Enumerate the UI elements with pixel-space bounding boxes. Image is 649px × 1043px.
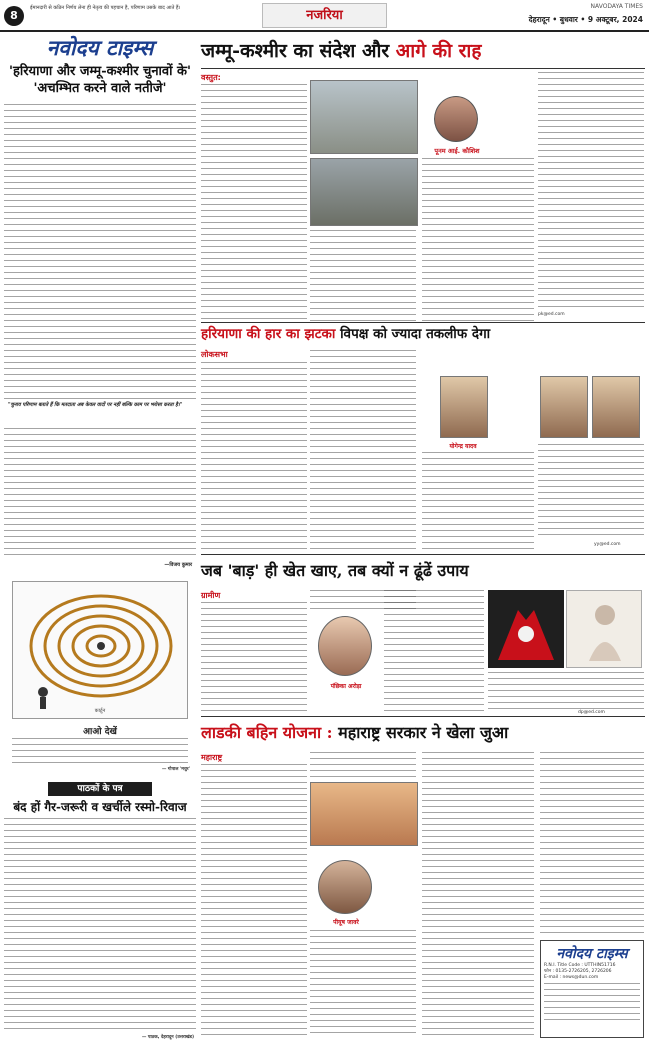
imprint-email: E-mail : news@dun.com [544, 975, 599, 980]
divider [201, 68, 645, 69]
letters-signature: — पाठक, देहरादून (उत्तराखंड) [141, 1035, 194, 1040]
story4-author-photo [318, 860, 372, 914]
imprint-rni: R.N.I. Title Code : UTTHIN51716 [544, 963, 616, 968]
poem-body [12, 738, 188, 764]
story4-author: पीयूष जावरे [333, 919, 359, 926]
story2-column-4 [538, 444, 644, 540]
story3-headline: जब 'बाड़' ही खेत खाए, तब क्यों न ढूंढें उपाय [201, 561, 469, 580]
page-header [0, 0, 649, 32]
story2-headline-part1: हरियाणा की हार का झटका [201, 326, 341, 342]
editorial-title: 'हरियाणा और जम्मू-कश्मीर चुनावों के' 'अचम्भित करने वाले नतीजे' [8, 64, 192, 96]
story2-headline [201, 324, 645, 344]
poem-title: आओ देखें [83, 727, 117, 737]
story2-column-3 [422, 452, 534, 550]
editorial-column [4, 36, 196, 1039]
poem-byline: — गोपाल 'मधुर' [161, 767, 190, 772]
story1-headline [201, 36, 645, 66]
story3-column-4 [488, 672, 644, 710]
story4-kicker: महाराष्ट्र [201, 753, 223, 762]
cartoon-caption: कार्टून [94, 708, 106, 714]
editorial-quote: "चुनाव परिणाम बताते हैं कि मतदाता अब केवल वादों पर नहीं बल्कि काम पर भरोसा करता है।" [8, 402, 183, 408]
story4-column-1 [201, 764, 307, 1038]
imprint-brand: नवोदय टाइम्स [556, 946, 628, 962]
divider [201, 322, 645, 323]
story1-kicker: वस्तुत: [201, 73, 221, 82]
story3-author: पंछिका अरोड़ा [330, 683, 362, 690]
story3-email: dp@ed.com [578, 710, 605, 715]
story4-headline-part1: लाडकी बहिन योजना : [201, 723, 339, 742]
story4-column-3 [422, 752, 534, 1038]
story3-column-1 [201, 602, 307, 712]
cartoon [12, 581, 188, 719]
imprint-phone: फोन : 0135-2726205, 2726206 [544, 969, 612, 974]
story4-headline-part2: महाराष्ट्र सरकार ने खेला जुआ [338, 723, 509, 742]
story2-author-photo [440, 376, 488, 438]
story3-kicker: ग्रामीण [201, 591, 221, 600]
story2-kicker: लोकसभा [201, 350, 228, 359]
story4-column-2b [310, 930, 416, 1038]
story2-column-1 [201, 362, 307, 550]
imprint-box [540, 940, 644, 1038]
story1-photo-2 [310, 158, 418, 226]
story2-photo-a [540, 376, 588, 438]
story1-email: pk@ed.com [538, 312, 565, 317]
story1-column-4 [538, 72, 644, 308]
imprint-details [544, 983, 640, 1021]
brand-logo: नवोदय टाइम्स [46, 35, 154, 60]
story4-photo [310, 782, 418, 846]
story2-photo-b [592, 376, 640, 438]
story1-column-3 [422, 158, 534, 322]
story3-author-photo [318, 616, 372, 676]
story1-headline-part1: जम्मू-कश्मीर का संदेश और [201, 40, 396, 62]
story2-column-2 [310, 350, 416, 550]
masthead: NAVODAYA TIMES [590, 3, 643, 10]
letters-body [4, 818, 196, 1032]
letters-section-title: पाठकों के पत्र [48, 782, 152, 796]
story4-column-4 [540, 752, 644, 934]
section-title: नजरिया [262, 3, 387, 28]
story3-illustration [488, 590, 564, 668]
story4-column-2 [310, 752, 416, 780]
story3-illustration-2 [566, 590, 642, 668]
story1-column-1 [201, 84, 307, 324]
divider [201, 716, 645, 717]
story1-author: पूनम आई. कौशिश [434, 147, 480, 155]
page-number: 8 [4, 6, 24, 26]
story1-headline-part2: आगे की राह [395, 40, 482, 62]
story1-column-2 [310, 230, 416, 322]
spiral-maze-cartoon-icon [13, 582, 189, 720]
story4-headline [201, 720, 645, 746]
divider [201, 554, 645, 555]
editorial-body [4, 104, 196, 400]
header-quote: ईमानदारी से कठिन निर्णय लेना ही नेतृत्व की पहचान है, परिणाम उसके बाद आते हैं। [30, 5, 181, 11]
child-figure-icon [567, 591, 643, 669]
story1-photo [310, 80, 418, 154]
dateline: देहरादून • बुधवार • 9 अक्टूबर, 2024 [528, 15, 643, 24]
letters-headline: बंद हों गैर-जरूरी व खर्चीले रस्मो-रिवाज [13, 800, 187, 814]
editorial-signature: —विजय कुमार [164, 562, 192, 568]
story2-email: yy@ed.com [594, 542, 621, 547]
story2-headline-part2: विपक्ष को ज्यादा तकलीफ देगा [340, 326, 491, 342]
story1-author-photo [434, 96, 478, 142]
story2-author: योगेन्द्र यादव [449, 443, 477, 450]
editorial-body-continued [4, 428, 196, 558]
hands-illustration-icon [488, 590, 564, 668]
story3-column-3 [384, 590, 484, 712]
